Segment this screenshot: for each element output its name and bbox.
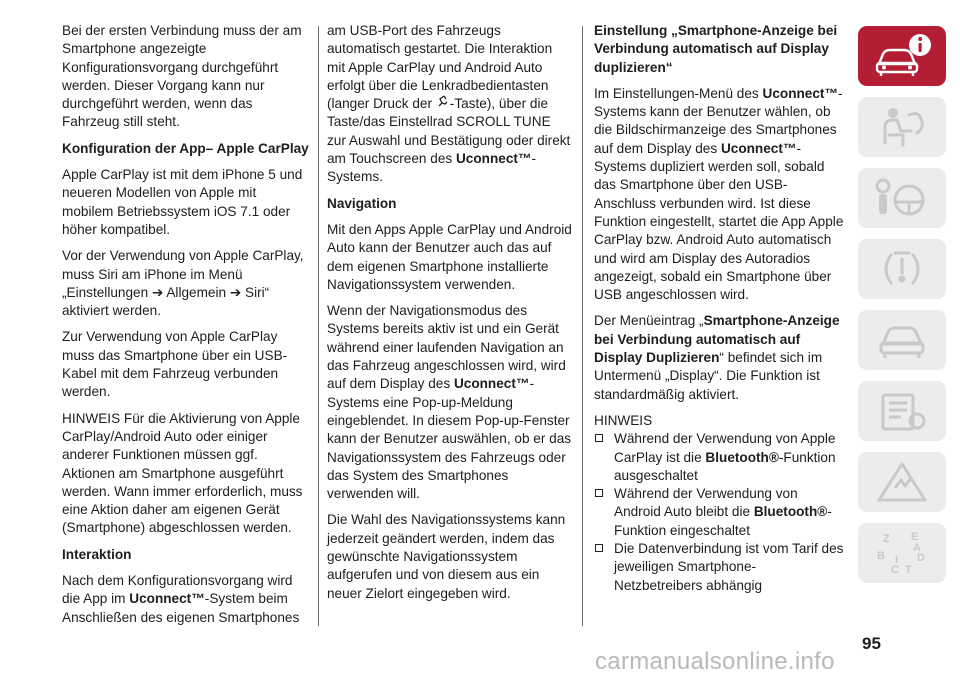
column-divider xyxy=(582,26,583,626)
column-divider xyxy=(318,26,319,626)
paragraph-siri: Vor der Verwendung von Apple CarPlay, muss Siri am iPhone im Menü „Einstellungen ➔ Allgemein ➔ Siri“ aktiviert werden. xyxy=(62,248,304,319)
heading-interaktion: Interaktion xyxy=(62,546,132,562)
paragraph-navigation-change: Die Wahl des Navigationssystems kann jederzeit geändert werden, indem das gewünschte Navigationssystem aufgerufen und von diesem aus ein neuer Zielort eingegeben wird. xyxy=(327,512,566,601)
index-letter: E xyxy=(911,531,919,543)
paragraph-carplay-compat: Apple CarPlay ist mit dem iPhone 5 und neueren Modellen von Apple mit mobilem Betriebssystem iOS 7.1 oder höher kompatibel. xyxy=(62,167,303,237)
emergency-triangle-icon xyxy=(871,458,933,506)
chapter-tab-emergency[interactable] xyxy=(858,452,946,512)
car-front-icon xyxy=(871,316,933,364)
index-letter: B xyxy=(877,550,885,562)
voice-command-icon xyxy=(436,95,450,113)
watermark: carmanualsonline.info xyxy=(595,648,835,675)
key-steering-wheel-icon xyxy=(871,174,933,222)
paragraph-navigation-popup: Wenn der Navigationsmodus des Systems bereits aktiv ist und ein Gerät während einer laufenden Navigation an das Fahrzeug angeschlossen wird, wird auf dem Display des Uconnect™-Systems eine Pop-up-Meldung eingeblendet. In diesem Pop-up-Fenster kann der Benutzer auswählen, ob er das Navigationssystem des Fahrzeugs oder das System des Smartphones verwenden will. xyxy=(327,303,572,502)
seat-airbag-icon xyxy=(871,103,933,151)
checkbox-bullet-icon xyxy=(595,489,603,497)
index-letter: Z xyxy=(883,533,890,545)
chapter-tab-seat-airbag[interactable] xyxy=(858,97,946,157)
paragraph-hinweis-activation: HINWEIS Für die Aktivierung von Apple CarPlay/Android Auto oder einiger anderer Funktionen müssen ggf. Aktionen am Smartphone ausgeführt werden. Wann immer erforderlich, muss eine Aktion daher am eigenen Gerät (Smartphone) abgeschlossen werden. xyxy=(62,410,303,536)
checkbox-bullet-icon xyxy=(595,544,603,552)
warning-light-icon xyxy=(871,245,933,293)
chapter-tab-index[interactable] xyxy=(858,523,946,583)
chapter-tab-warning-lights[interactable] xyxy=(858,239,946,299)
heading-config-app: Konfiguration der App– Apple CarPlay xyxy=(62,140,309,156)
checkbox-bullet-icon xyxy=(595,434,603,442)
list-item: Die Datenverbindung ist vom Tarif des jeweiligen Smartphone-Netzbetreibers abhängig xyxy=(594,540,844,595)
page-number: 95 xyxy=(862,634,881,653)
index-letter: D xyxy=(917,552,925,564)
chapter-tab-key-steering[interactable] xyxy=(858,168,946,228)
paragraph-interaktion: Nach dem Konfigurationsvorgang wird die App im Uconnect™-System beim Anschließen des eigenen Smartphones xyxy=(62,573,300,625)
index-letter: T xyxy=(905,564,912,576)
chapter-tab-car-info[interactable] xyxy=(858,26,946,86)
car-info-icon xyxy=(871,32,933,80)
arrow-right-icon: ➔ xyxy=(229,284,242,300)
index-letter: I xyxy=(895,554,899,566)
chapter-tab-maintenance[interactable] xyxy=(858,381,946,441)
column-1 xyxy=(62,22,310,627)
paragraph-usb-cable: Zur Verwendung von Apple CarPlay muss das Smartphone über ein USB-Kabel mit dem Fahrzeug verbunden werden. xyxy=(62,329,288,400)
index-letters-icon xyxy=(871,529,933,577)
paragraph-menu-entry: Der Menüeintrag „Smartphone-Anzeige bei Verbindung automatisch auf Display Duplizieren“ befindet sich im Untermenü „Display“. Die Funktion ist standardmäßig aktiviert. xyxy=(594,313,840,402)
list-item: Während der Verwendung von Android Auto bleibt die Bluetooth®-Funktion eingeschaltet xyxy=(594,485,844,540)
index-letter: C xyxy=(891,564,899,576)
paragraph-navigation-apps: Mit den Apps Apple CarPlay und Android Auto kann der Benutzer auch das auf dem eigenen Smartphone installierte Navigationssystem verwenden. xyxy=(327,221,572,292)
paragraph-interaction-controls: am USB-Port des Fahrzeugs automatisch gestartet. Die Interaktion mit Apple CarPlay und Android Auto erfolgt über die Lenkradbedientasten (langer Druck der -Taste), über die Taste/das Einstellrad SCROLL TUNE zur Auswahl und Bestätigung oder direkt am Touchscreen des Uconnect™-Systems. xyxy=(327,23,571,185)
paragraph-first-connection: Bei der ersten Verbindung muss der am Smartphone angezeigte Konfigurationsvorgang durchgeführt werden. Dieser Vorgang kann nur durchgeführt werden, wenn das Fahrzeug still steht. xyxy=(62,23,302,130)
heading-smartphone-duplicate: Einstellung „Smartphone-Anzeige bei Verbindung automatisch auf Display duplizieren“ xyxy=(594,23,838,75)
hinweis-label: HINWEIS xyxy=(594,412,653,428)
arrow-right-icon: ➔ xyxy=(151,284,164,300)
paragraph-settings-menu: Im Einstellungen-Menü des Uconnect™-Systems kann der Benutzer wählen, ob die Bildschirmanzeige des Smartphones auf dem Display des Uconnect™-Systems dupliziert werden soll, sobald das Smartphone über den USB-Anschluss verbunden wird. Ist diese Funktion eingestellt, startet die App Apple CarPlay bzw. Android Auto automatisch und wird am Display des Autoradios angezeigt, sobald ein Smartphone über USB angeschlossen wird. xyxy=(594,85,844,303)
list-item: Während der Verwendung von Apple CarPlay ist die Bluetooth®-Funktion ausgeschaltet xyxy=(594,430,844,485)
chapter-tab-car-front[interactable] xyxy=(858,310,946,370)
hinweis-list xyxy=(594,430,844,595)
chapter-sidebar xyxy=(858,26,946,594)
column-2 xyxy=(327,22,572,603)
index-letter: A xyxy=(913,542,921,554)
column-3 xyxy=(594,22,844,595)
maintenance-list-icon xyxy=(871,387,933,435)
heading-navigation: Navigation xyxy=(327,195,397,211)
